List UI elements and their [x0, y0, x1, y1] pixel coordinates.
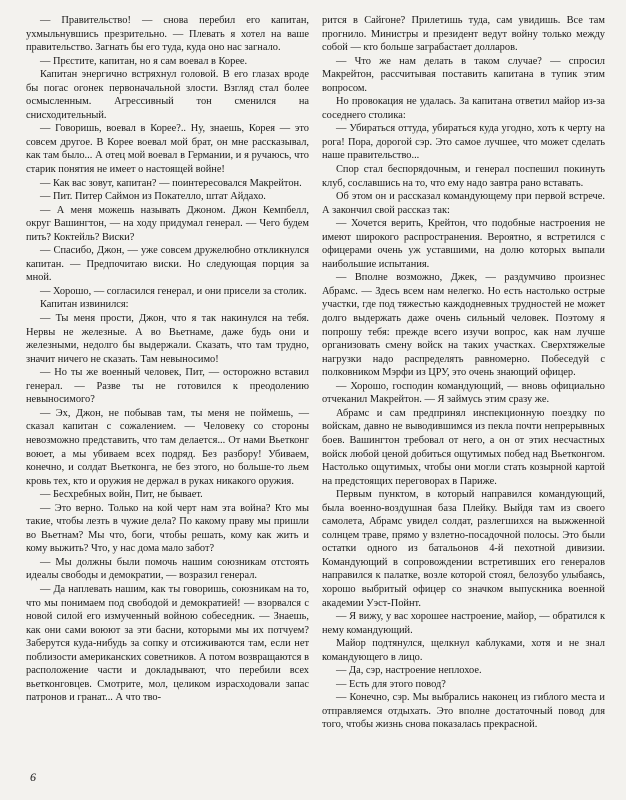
paragraph: — Что же нам делать в таком случае? — спросил Макрейтон, рассчитывая поставить капитана в тупик этим вопросом. [322, 55, 605, 94]
paragraph: — Хорошо, господин командующий, — вновь официально отчеканил Макрейтон. — Я займусь этим сразу же. [322, 380, 605, 406]
paragraph: — Я вижу, у вас хорошее настроение, майор, — обратился к нему командующий. [322, 611, 605, 636]
paragraph: Первым пунктом, в который направился командующий, была военно-воздушная база Плейку. Выйдя там из своего самолета, Абрамс увидел солдат, разлегшихся на выжженной солнцем траве, прямо у взлетно-посадочной полосы. Это были остатки одного из батальонов 4-й пехотной дивизии. Командующий в сопровождении встретивших его генералов направился к палатке, возле которой стоял, белозубо улыбаясь, хорошо выбритый офицер со значком выпускника военной академии Уэст-Пойнт. [322, 489, 605, 609]
paragraph: — Есть для этого повод? [336, 678, 446, 690]
paragraph: Спор стал беспорядочным, и генерал поспешил покинуть клуб, сославшись на то, что ему надо завтра рано вставать. [322, 164, 605, 189]
paragraph: — Да, сэр, настроение неплохое. [336, 665, 482, 677]
paragraph: — Как вас зовут, капитан? — поинтересовался Макрейтон. [40, 177, 302, 189]
page-number: 6 [30, 770, 36, 784]
left-column [26, 14, 309, 705]
paragraph: — Мы должны были помочь нашим союзникам отстоять идеалы свободы и демократии, — возразил генерал. [26, 556, 309, 582]
paragraph: — Пит. Питер Саймон из Покателло, штат Айдахо. [40, 191, 266, 203]
paragraph: Но провокация не удалась. За капитана ответил майор из-за соседнего столика: [322, 96, 605, 121]
paragraph: — Да наплевать нашим, как ты говоришь, союзникам на то, что мы понимаем под свободой и демократией! — взорвался с новой силой его измученный войною собеседник. — Знаешь, как они сами воюют за эти басни, которыми мы их потчуем? Заберутся куда-нибудь за сопку и отсиживаются там, если нет поблизости американских советников. А потом возвращаются в расположение части и докладывают, что перебили всех вьетконговцев. Смотрите, мол, целиком израсходовали запас патронов и гранат... А что тво- [26, 583, 309, 704]
paragraph: Майор подтянулся, щелкнул каблуками, хотя и не знал командующего в лицо. [322, 638, 605, 663]
paragraph: — Это верно. Только на кой черт нам эта война? Кто мы такие, чтобы лезть в чужие дела? По какому праву мы пришли во Вьетнам? Мы что, боги, чтобы решать, кому как жить и кому выжить? Что, у нас дома мало забот? [26, 502, 309, 555]
paragraph: Капитан извинился: [40, 299, 129, 311]
paragraph: — Бесхребных войн, Пит, не бывает. [40, 489, 203, 501]
paragraph: — Хочется верить, Крейтон, что подобные настроения не имеют широкого распространения. Вероятно, я встретился с офицерами очень уж уставшими, на долю которых выпали наибольшие испытания. [322, 218, 605, 270]
paragraph: Об этом он и рассказал командующему при первой встрече. А закончил свой рассказ так: [322, 191, 605, 216]
paragraph: Абрамс и сам предпринял инспекционную поездку по войскам, давно не выводившимся из пекла почти непрерывных боев. Вашингтон требовал от него, а он от этих несчастных войск любой ценой добиться ощутимых побед над Вьетконгом. Настолько ощутимых, чтобы они могли стать козырной картой на предстоящих переговорах в Париже. [322, 407, 605, 487]
paragraph: Капитан энергично встряхнул головой. В его глазах вроде бы погас огонек первоначальной злости. Взгляд стал более осмысленным. Агрессивный тон сменился на снисходительный. [26, 69, 309, 121]
paragraph: рится в Сайгоне? Прилетишь туда, сам увидишь. Все там прогнило. Министры и президент ведут войну только между собой — кто больше заграбастает долларов. [322, 15, 605, 54]
paragraph: — Вполне возможно, Джек, — раздумчиво произнес Абрамс. — Здесь всем нам нелегко. Но есть настолько острые участки, где под тяжестью каждодневных трудностей не может долго выдержать даже очень сильный человек. Поэтому я попрошу тебя: прежде всего изучи вопрос, как нам лучше организовать смену войск на таких участках. Сверхтяжелые нагрузки надо распределять равномерно. Побеседуй с полковником Мэрфи из ЦРУ, это очень знающий офицер. [322, 272, 605, 379]
paragraph: — Говоришь, воевал в Корее?.. Ну, знаешь, Корея — это совсем другое. В Корее воевал мой брат, он мне рассказывал, как там было... А отец мой воевал в Германии, и я ручаюсь, что старик понятия не имеет о настоящей войне! [26, 123, 309, 176]
paragraph: — Но ты же военный человек, Пит, — осторожно вставил генерал. — Разве ты не готовился к преодолению невыносимого? [26, 367, 309, 406]
paragraph: — Эх, Джон, не побывав там, ты меня не поймешь, — сказал капитан с сожалением. — Человеку со стороны невозможно представить, что там делается... От нами Вьетконг воюет, а мы убиваем всех подряд. Без разбору! Убиваем, конечно, и солдат Вьетконга, не без этого, но больше-то льем кровь тех, кто и оружия не держал в руках никакого оружия. [26, 407, 309, 487]
paragraph: — Прєстите, капитан, но я сам воевал в Корее. [40, 55, 248, 67]
right-column [322, 14, 605, 732]
paragraph: — Хорошо, — согласился генерал, и они присели за столик. [40, 285, 307, 297]
paragraph: — Ты меня прости, Джон, что я так накинулся на тебя. Нервы не железные. А во Вьетнаме, даже будь они и железными, недолго бы выдержали. Сказать, что там трудно, значит ничего не сказать. Там невыносимо! [26, 313, 309, 365]
paragraph: — А меня можешь называть Джоном. Джон Кемпбелл, округ Вашингтон, — на ходу придумал генерал. — Чего будем пить? Коктейль? Виски? [26, 204, 309, 243]
paragraph: — Спасибо, Джон, — уже совсем дружелюбно откликнулся капитан. — Предпочитаю виски. Но следующая порция за мной. [26, 245, 309, 284]
paragraph: — Убираться оттуда, убираться куда угодно, хоть к черту на рога! Пора, дорогой сэр. Это самое лучшее, что может сделать наше правительство... [322, 123, 605, 162]
paragraph: — Правительство! — снова перебил его капитан, ухмыльнувшись презрительно. — Плевать я хотел на ваше правительство. Загнать бы его туда, куда оно нас загнало. [26, 15, 309, 54]
paragraph: — Конечно, сэр. Мы выбрались наконец из гиблого места и отправляемся отдыхать. Это вполне достаточный повод для того, чтобы жизнь снова показалась прекрасной. [322, 692, 605, 731]
